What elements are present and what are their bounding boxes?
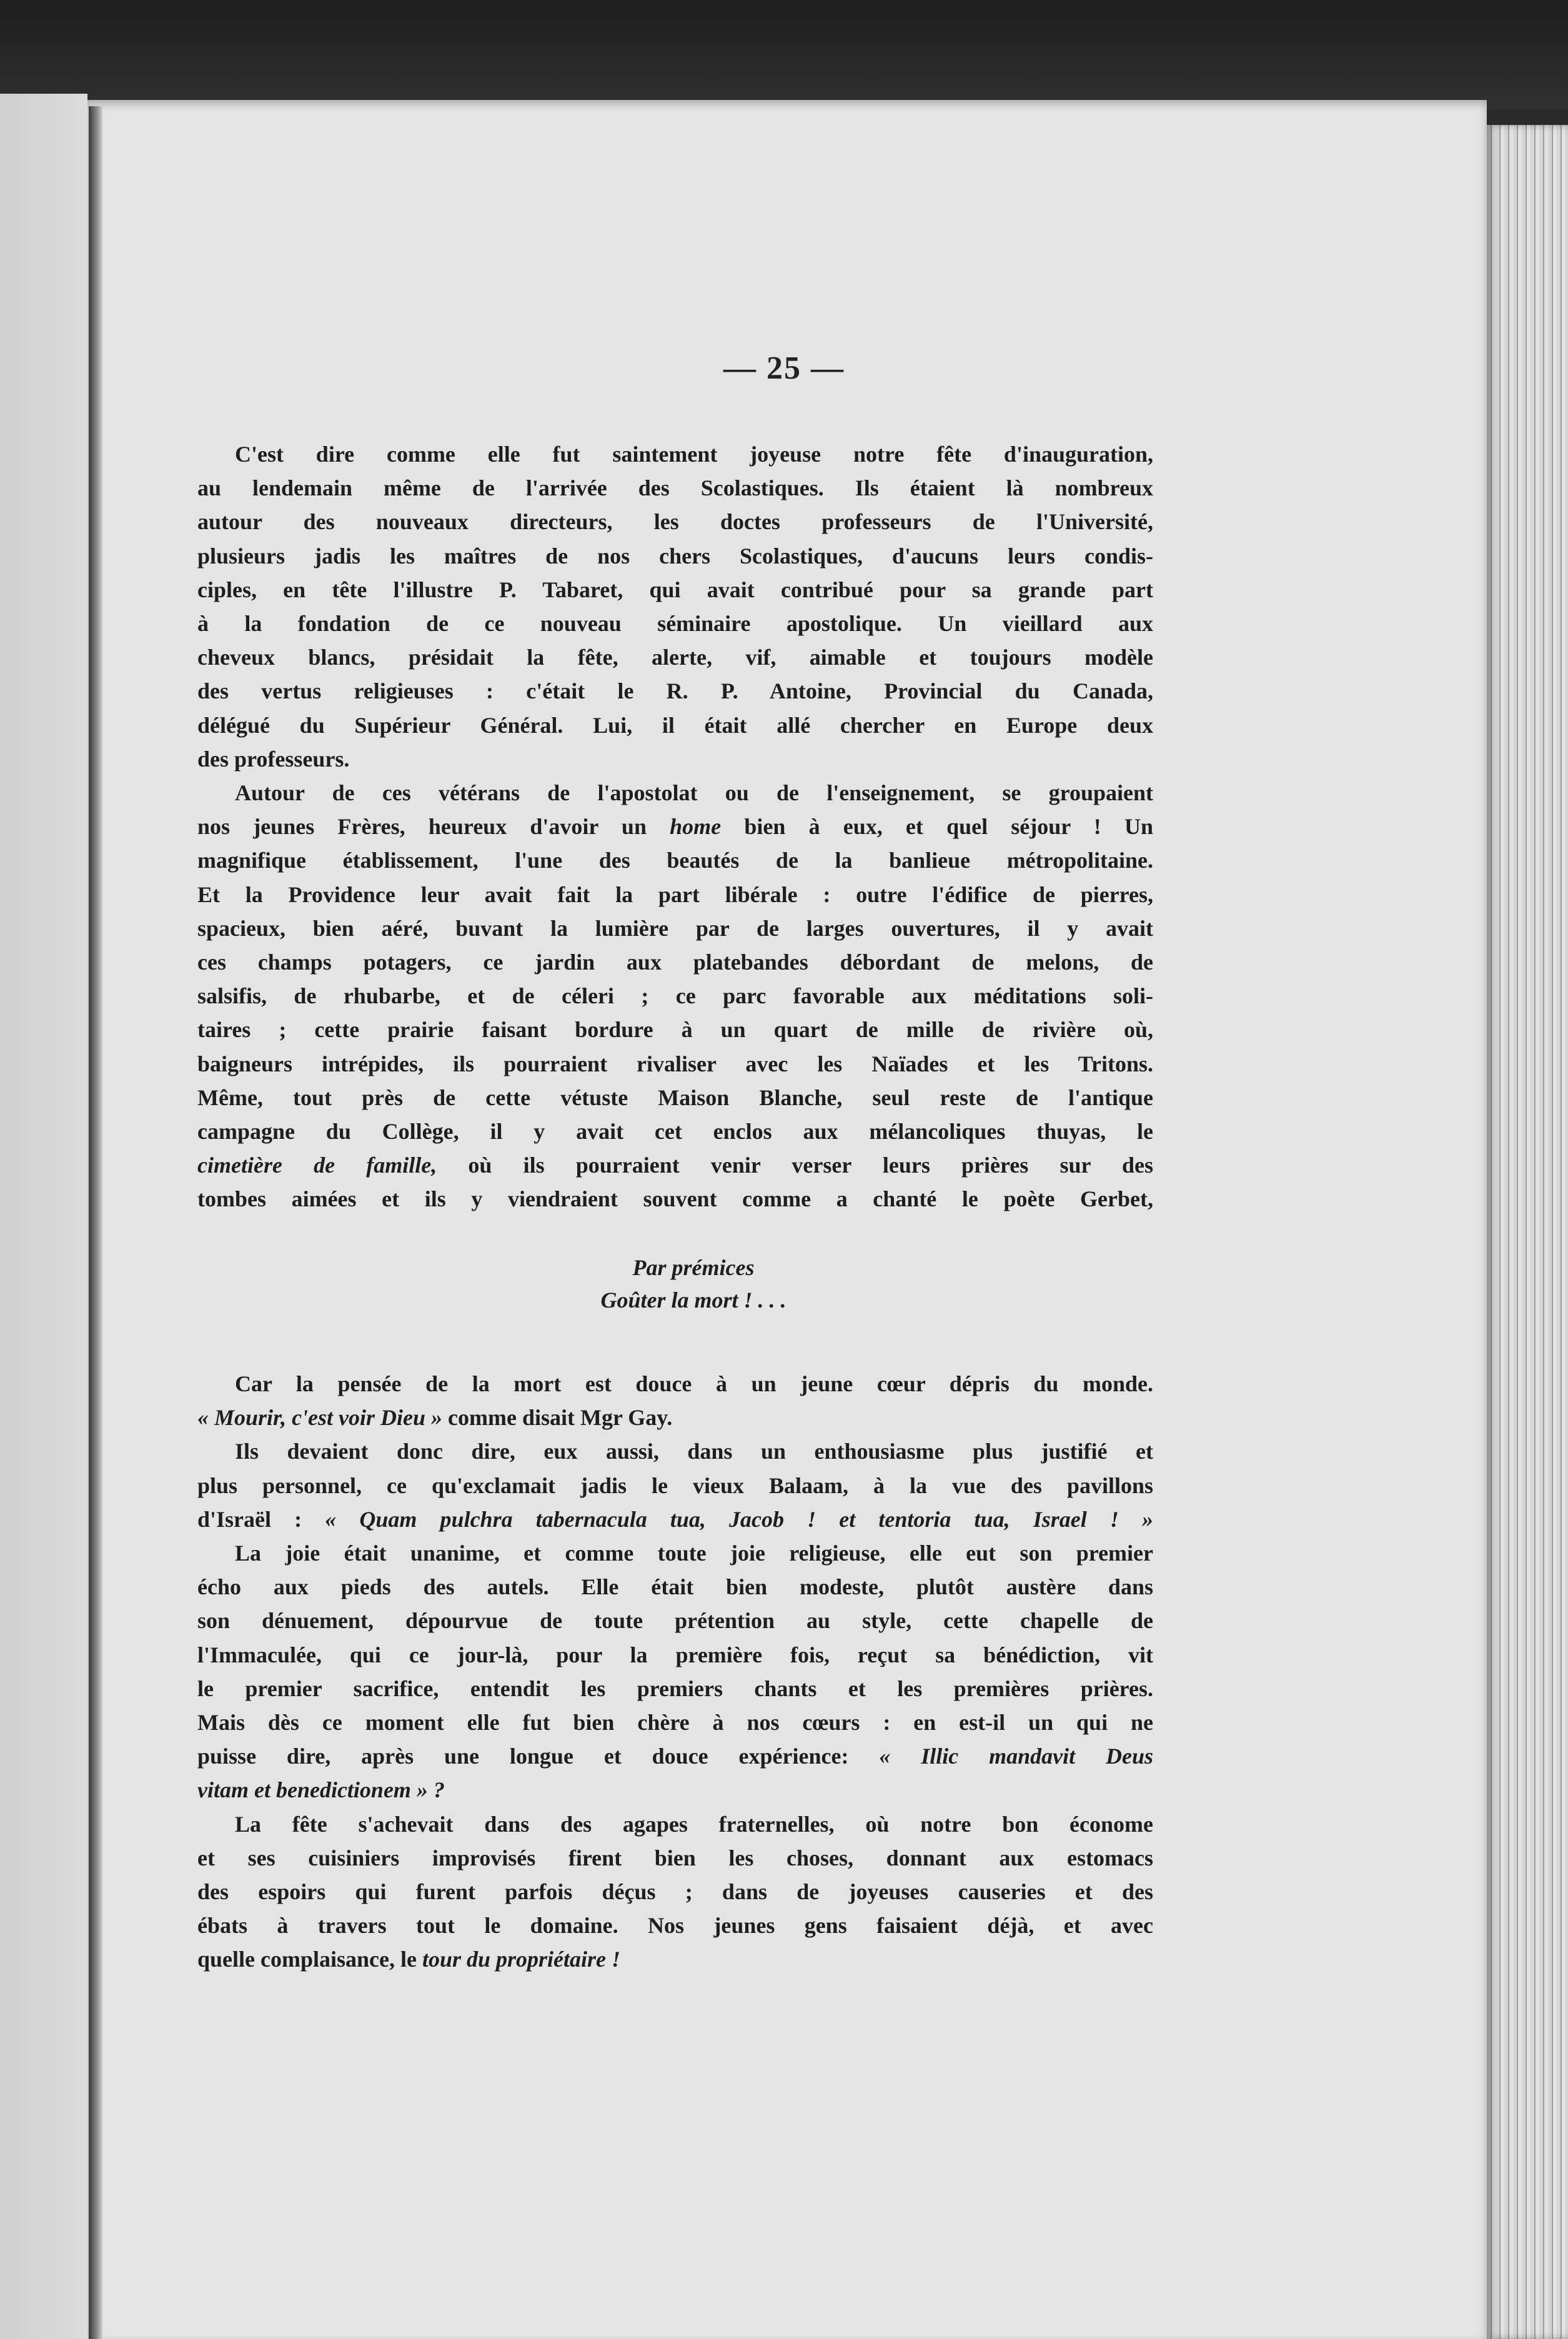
paragraph-line [197,1773,1153,1807]
italic-run: tour du propriétaire ! [422,1947,621,1972]
paragraph-line: tombes aimées et ils y viendraient souvent comme a chanté le poète Gerbet, [197,1186,1153,1212]
page-stack-edges [1487,125,1568,2339]
paragraph-line: l'Immaculée, qui ce jour-là, pour la première fois, reçut sa bénédiction, vit [197,1642,1153,1667]
book-page [87,100,1487,2339]
body-text-lower [197,1367,1153,1977]
scanner-background-top [0,0,1568,109]
paragraph-line [197,1502,1153,1536]
paragraph-line: des vertus religieuses : c'était le R. P. Antoine, Provincial du Canada, [197,678,1153,704]
text-run: où ils pourraient venir verser leurs prières sur des [437,1153,1153,1178]
paragraph-line: cheveux blancs, présidait la fête, alerte, vif, aimable et toujours modèle [197,645,1153,670]
paragraph-line: spacieux, bien aéré, buvant la lumière par de larges ouvertures, il y avait [197,915,1153,941]
paragraph-line: ciples, en tête l'illustre P. Tabaret, qui avait contribué pour sa grande part [197,577,1153,602]
facing-page-edge [0,94,87,2339]
text-run: nos jeunes Frères, heureux d'avoir un [197,814,670,840]
paragraph-chapel [197,1536,1153,1739]
paragraph-line: au lendemain même de l'arrivée des Scolastiques. Ils étaient là nombreux [197,475,1153,501]
paragraph-line: écho aux pieds des autels. Elle était bien modeste, plutôt austère dans [197,1574,1153,1600]
paragraph-line [197,1942,1153,1976]
paragraph-line: salsifis, de rhubarbe, et de céleri ; ce parc favorable aux méditations soli- [197,983,1153,1009]
paragraph-line: Et la Providence leur avait fait la part libérale : outre l'édifice de pierres, [197,881,1153,907]
paragraph-line: baigneurs intrépides, ils pourraient rivaliser avec les Naïades et les Tritons. [197,1051,1153,1076]
paragraph-line: plusieurs jadis les maîtres de nos chers Scolastiques, d'aucuns leurs condis- [197,543,1153,569]
italic-run: home [670,814,722,840]
paragraph-home [197,843,1153,1148]
paragraph-line: à la fondation de ce nouveau séminaire apostolique. Un vieillard aux [197,611,1153,637]
paragraph-line: ébats à travers tout le domaine. Nos jeunes gens faisaient déjà, et avec [197,1913,1153,1939]
paragraph-line: La fête s'achevait dans des agapes fraternelles, où notre bon économe [235,1811,1153,1837]
paragraph-line: campagne du Collège, il y avait cet enclos aux mélancoliques thuyas, le [197,1119,1153,1145]
text-run: bien à eux, et quel séjour ! Un [721,814,1153,840]
paragraph-line: son dénuement, dépourvue de toute prétention au style, cette chapelle de [197,1608,1153,1634]
page-number: — 25 — [723,350,845,386]
text-run: puisse dire, après une longue et douce expérience: [197,1744,880,1769]
paragraph-line: Mais dès ce moment elle fut bien chère à nos cœurs : en est-il un qui ne [197,1710,1153,1736]
italic-run: « Mourir, c'est voir Dieu » [197,1405,443,1431]
paragraph-line: taires ; cette prairie faisant bordure à un quart de mille de rivière où, [197,1017,1153,1043]
paragraph-line: C'est dire comme elle fut saintement joyeuse notre fête d'inauguration, [235,442,1153,467]
paragraph-line: plus personnel, ce qu'exclamait jadis le vieux Balaam, à la vue des pavillons [197,1472,1153,1498]
italic-run: vitam et benedictionem » ? [197,1777,445,1803]
paragraph-line: délégué du Supérieur Général. Lui, il était allé chercher en Europe deux [197,712,1153,738]
paragraph-line [197,1401,1153,1434]
paragraph-line: le premier sacrifice, entendit les premiers chants et les premières prières. [197,1676,1153,1701]
paragraph-line: ces champs potagers, ce jardin aux platebandes débordant de melons, de [197,950,1153,975]
text-run: d'Israël : [197,1506,325,1532]
italic-run: cimetière de famille, [197,1153,437,1178]
paragraph-line: des professeurs. [197,746,350,772]
paragraph-line: Même, tout près de cette vétuste Maison Blanche, seul reste de l'antique [197,1085,1153,1110]
paragraph-line: magnifique établissement, l'une des beautés de la banlieue métropolitaine. [197,848,1153,873]
text-run: quelle complaisance, le [197,1947,422,1972]
italic-run: « Quam pulchra tabernacula tua, Jacob ! et tentoria tua, Israel ! » [325,1506,1153,1532]
paragraph-line: des espoirs qui furent parfois déçus ; dans de joyeuses causeries et des [197,1879,1153,1905]
paragraph-line: autour des nouveaux directeurs, les doctes professeurs de l'Université, [197,509,1153,535]
paragraph-balaam [197,1434,1153,1502]
paragraph-line [197,1739,1153,1773]
paragraph-line: et ses cuisiniers improvisés firent bien les choses, donnant aux estomacs [197,1845,1153,1870]
text-run: comme disait Mgr Gay. [442,1405,673,1431]
italic-run: « Illic mandavit Deus [879,1744,1153,1769]
verse-line-1: Par prémices [632,1255,755,1280]
paragraph-line: Car la pensée de la mort est douce à un jeune cœur dépris du monde. [235,1371,1153,1396]
paragraph-line [197,810,1153,843]
paragraph-line [197,1148,1153,1182]
body-text-upper [197,437,1153,1216]
paragraph-line: Autour de ces vétérans de l'apostolat ou de l'enseignement, se groupaient [235,780,1153,806]
book-gutter [89,106,102,2339]
verse-line-2: Goûter la mort ! . . . [600,1288,786,1313]
paragraph-feast [197,1807,1153,1943]
paragraph-inauguration [197,437,1153,776]
paragraph-line: Ils devaient donc dire, eux aussi, dans un enthousiasme plus justifié et [235,1439,1153,1464]
paragraph-line: La joie était unanime, et comme toute joie religieuse, elle eut son premier [235,1541,1153,1566]
